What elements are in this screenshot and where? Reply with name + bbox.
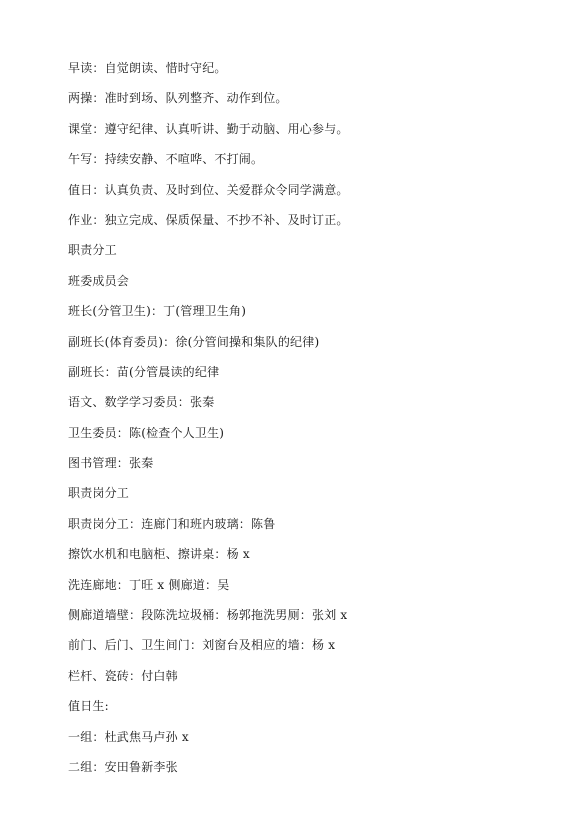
rule-classroom: 课堂：遵守纪律、认真听讲、勤于动脑、用心参与。	[68, 121, 349, 136]
duty-group-2: 二组：安田鲁新李张	[68, 759, 178, 774]
rule-exercises: 两操：准时到场、队列整齐、动作到位。	[68, 91, 288, 106]
document-body	[68, 58, 558, 787]
rule-homework: 作业：独立完成、保质保量、不抄不补、及时订正。	[68, 212, 349, 227]
committee-library: 图书管理：张秦	[68, 456, 154, 471]
rule-morning-reading: 早读：自觉朗读、惜时守纪。	[68, 61, 227, 75]
committee-vice-monitor-pe: 副班长(体育委员)：徐(分管间操和集队的纪律)	[68, 334, 320, 349]
duty-group-1: 一组：杜武焦马卢孙 x	[68, 729, 189, 744]
rule-noon-writing: 午写：持续安静、不喧哗、不打闹。	[68, 152, 264, 167]
section-heading-posts: 职责岗分工	[68, 486, 130, 501]
committee-monitor: 班长(分管卫生)：丁(管理卫生角)	[68, 304, 247, 319]
rule-duty: 值日：认真负责、及时到位、关爱群众令同学满意。	[68, 182, 349, 197]
committee-study: 语文、数学学习委员：张秦	[68, 395, 215, 410]
post-railings: 栏杆、瓷砖：付白韩	[68, 668, 178, 683]
post-doors: 前门、后门、卫生间门：刘窗台及相应的墙：杨 x	[68, 638, 336, 653]
committee-hygiene: 卫生委员：陈(检查个人卫生)	[68, 425, 225, 440]
post-water-dispenser: 擦饮水机和电脑柜、擦讲桌：杨 x	[68, 547, 250, 562]
committee-vice-monitor: 副班长：苗(分管晨读的纪律	[68, 364, 220, 379]
section-heading-duties: 职责分工	[68, 243, 117, 258]
post-corridor-floor: 洗连廊地：丁旺 x 侧廊道：吴	[68, 577, 230, 592]
section-heading-duty-students: 值日生:	[68, 699, 109, 714]
section-heading-committee: 班委成员会	[68, 273, 130, 288]
post-corridor-wall: 侧廊道墙壁：段陈洗垃圾桶：杨郭拖洗男厕：张刘 x	[68, 608, 348, 623]
post-corridor-glass: 职责岗分工：连廊门和班内玻璃：陈鲁	[68, 516, 276, 531]
